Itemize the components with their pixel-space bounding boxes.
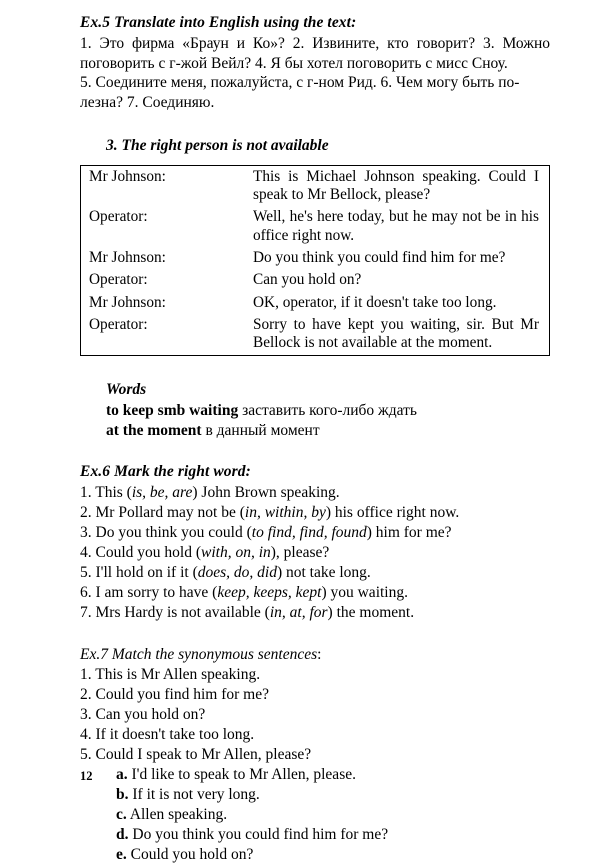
word-entry — [106, 401, 550, 421]
word-term: at the moment — [106, 421, 202, 439]
list-item — [80, 603, 550, 623]
list-item — [80, 523, 550, 543]
words-title: Words — [106, 380, 147, 398]
list-item — [116, 805, 550, 825]
sub-item-label: c. — [116, 805, 127, 823]
dialog-speaker: Operator: — [89, 208, 148, 226]
ex6-item-pre: 4. Could you hold ( — [80, 543, 201, 561]
sub-item-text: Could you hold on? — [130, 845, 254, 863]
ex7-heading — [80, 645, 550, 665]
dialog-line: Can you hold on? — [253, 271, 362, 289]
dialog-line: Well, he's here today, but he may not be in his office right now. — [253, 208, 539, 244]
list-item — [80, 483, 550, 503]
ex5-line-1: 1. Это фирма «Браун и Ко»? 2. Извините, кто говорит? 3. Можно поговорить с г-жой Вейл? 4. Я бы хотел поговорить с мисс Сноу. — [80, 35, 550, 72]
words-block — [106, 380, 550, 441]
ex6-heading: Ex.6 Mark the right word: — [80, 462, 251, 480]
sub-item-label: b. — [116, 785, 129, 803]
ex6-item-post: ), please? — [270, 543, 330, 561]
dialog-line: This is Michael Johnson speaking. Could I speak to Mr Bellock, please? — [253, 167, 539, 204]
ex6-item-pre: 7. Mrs Hardy is not available ( — [80, 603, 270, 621]
table-row — [81, 292, 550, 314]
ex6-item-choice: in, at, for — [269, 603, 328, 621]
ex6-item-choice: does, do, did — [197, 563, 277, 581]
ex6-item-choice: keep, keeps, kept — [217, 583, 322, 601]
table-row — [81, 269, 550, 291]
list-item: 4. If it doesn't take too long. — [80, 725, 255, 743]
word-translation: заставить кого-либо ждать — [242, 401, 417, 419]
sub-item-text: Do you think you could find him for me? — [132, 825, 389, 843]
list-item — [116, 825, 550, 845]
word-entry — [106, 421, 550, 441]
ex7-block — [80, 645, 550, 865]
list-item — [80, 543, 550, 563]
list-item: 2. Could you find him for me? — [80, 685, 269, 703]
sub-item-label: d. — [116, 825, 129, 843]
sub-item-text: If it is not very long. — [132, 785, 260, 803]
word-term: to keep smb waiting — [106, 401, 239, 419]
ex6-item-pre: 2. Mr Pollard may not be ( — [80, 503, 245, 521]
list-item — [80, 503, 550, 523]
ex5-heading: Ex.5 Translate into English using the text: — [80, 14, 357, 31]
table-row — [81, 206, 550, 247]
list-item: 5. Could I speak to Mr Allen, please? — [80, 745, 312, 763]
list-item: 3. Can you hold on? — [80, 705, 206, 723]
sub-item-text: I'd like to speak to Mr Allen, please. — [131, 765, 356, 783]
ex6-block — [80, 463, 550, 623]
dialog-speaker: Mr Johnson: — [89, 293, 166, 311]
ex7-heading-tail: : — [317, 645, 322, 663]
list-item — [116, 765, 550, 785]
ex5-line-3: лезна? 7. Соединяю. — [80, 94, 215, 112]
table-row — [81, 314, 550, 355]
dialog-speaker: Mr Johnson: — [89, 167, 166, 185]
table-row — [81, 247, 550, 269]
dialog-line: Do you think you could find him for me? — [253, 249, 506, 267]
dialog-speaker: Operator: — [89, 271, 148, 289]
list-item: 1. This is Mr Allen speaking. — [80, 665, 261, 683]
ex6-item-pre: 6. I am sorry to have ( — [80, 583, 218, 601]
ex6-item-pre: 1. This ( — [80, 483, 132, 501]
ex5-line-2: 5. Соедините меня, пожалуйста, с г-ном Рид. 6. Чем могу быть по- — [80, 74, 520, 92]
dialog-line: Sorry to have kept you waiting, sir. But Mr Bellock is not available at the moment. — [253, 316, 539, 352]
dialog-table — [80, 165, 550, 356]
page-content — [80, 14, 550, 865]
section-3-title: 3. The right person is not available — [106, 136, 329, 154]
sub-item-label: a. — [116, 765, 128, 783]
ex7-heading-italic: Ex.7 Match the synonymous sentences — [80, 645, 318, 663]
list-item — [80, 583, 550, 603]
ex6-item-choice: to find, find, found — [251, 523, 367, 541]
ex6-item-post: ) him for me? — [366, 523, 452, 541]
dialog-speaker: Mr Johnson: — [89, 249, 166, 267]
list-item — [116, 785, 550, 805]
ex7-sub-list — [116, 765, 550, 865]
ex6-item-post: ) John Brown speaking. — [192, 483, 340, 501]
word-translation: в данный момент — [205, 421, 320, 439]
page-number: 12 — [80, 769, 93, 783]
dialog-line: OK, operator, if it doesn't take too long. — [253, 293, 497, 311]
sub-item-text: Allen speaking. — [129, 805, 228, 823]
dialog-table-body — [81, 165, 550, 355]
sub-item-label: e. — [116, 845, 127, 863]
ex6-item-pre: 3. Do you think you could ( — [80, 523, 252, 541]
ex6-item-post: ) his office right now. — [325, 503, 460, 521]
ex6-item-choice: is, be, are — [131, 483, 193, 501]
table-row — [81, 165, 550, 206]
dialog-speaker: Operator: — [89, 316, 148, 334]
list-item — [80, 563, 550, 583]
ex6-item-pre: 5. I'll hold on if it ( — [80, 563, 198, 581]
ex6-item-post: ) not take long. — [276, 563, 371, 581]
ex6-item-choice: in, within, by — [244, 503, 326, 521]
ex6-item-choice: with, on, in — [201, 543, 271, 561]
list-item — [116, 845, 550, 865]
ex6-item-post: ) you waiting. — [321, 583, 408, 601]
ex6-item-post: ) the moment. — [327, 603, 415, 621]
